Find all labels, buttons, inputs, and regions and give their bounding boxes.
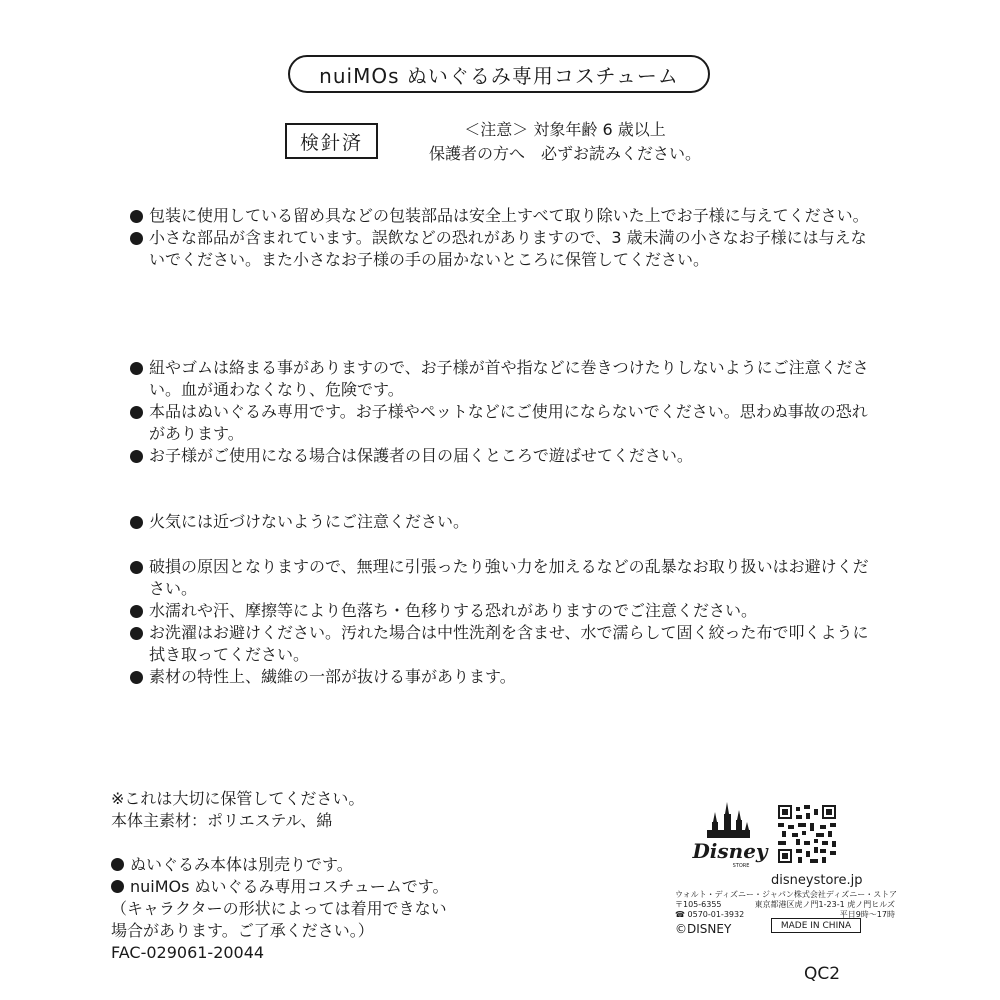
postal-code: 〒105-6355 xyxy=(675,900,722,909)
keep-note: ※これは大切に保管してください。 xyxy=(111,789,365,808)
company-info xyxy=(675,890,898,920)
warning-group-packaging xyxy=(128,205,873,271)
warning-group-care xyxy=(128,556,873,688)
shape-note-1: （キャラクターの形状によっては着用できない xyxy=(111,899,447,918)
store-url: disneystore.jp xyxy=(771,873,863,888)
warning-item: 本品はぬいぐるみ専用です。お子様やペットなどにご使用にならないでください。思わぬ事故の恐れがあります。 xyxy=(128,401,873,445)
warning-item: 破損の原因となりますので、無理に引張ったり強い力を加えるなどの乱暴なお取り扱いはお避けください。 xyxy=(128,556,873,600)
logo-sub: STORE xyxy=(732,863,750,869)
warning-group-strings xyxy=(128,357,873,467)
brand-block xyxy=(675,800,898,940)
sold-separately-text: ぬいぐるみ本体は別売りです。 xyxy=(130,855,353,874)
phone: ☎ 0570-01-3932 xyxy=(675,910,745,919)
warning-item: お子様がご使用になる場合は保護者の目の届くところで遊ばせてください。 xyxy=(128,445,873,467)
warning-item: 水濡れや汗、摩擦等により色落ち・色移りする恐れがありますのでご注意ください。 xyxy=(128,600,873,622)
warning-item: 素材の特性上、繊維の一部が抜ける事があります。 xyxy=(128,666,873,688)
warning-item: 小さな部品が含まれています。誤飲などの恐れがありますので、3 歳未満の小さなお子様には与えないでください。また小さなお子様の手の届かないところに保管してください。 xyxy=(128,227,873,271)
warning-group-fire xyxy=(128,511,873,533)
bullet-icon xyxy=(111,858,124,871)
qr-code-icon xyxy=(778,805,836,863)
logo-text: Disney xyxy=(692,839,768,863)
caution-age: ＜注意＞ 対象年齢 6 歳以上 xyxy=(464,120,666,139)
product-title: nuiMOs ぬいぐるみ専用コスチューム xyxy=(288,55,710,93)
qc-code: QC2 xyxy=(804,964,841,984)
address: 東京都港区虎ノ門1-23-1 虎ノ門ヒルズ xyxy=(754,900,895,909)
warning-item: 紐やゴムは絡まる事がありますので、お子様が首や指などに巻きつけたりしないようにご注意ください。血が通わなくなり、危険です。 xyxy=(128,357,873,401)
costume-note-text: nuiMOs ぬいぐるみ専用コスチュームです。 xyxy=(130,877,449,896)
warning-item: 火気には近づけないようにご注意ください。 xyxy=(128,511,873,533)
costume-note xyxy=(111,876,448,898)
business-hours: 平日9時～17時 xyxy=(839,910,895,919)
caution-guardian: 保護者の方へ 必ずお読みください。 xyxy=(428,144,701,163)
company-name: ウォルト・ディズニー・ジャパン株式会社 xyxy=(675,890,826,899)
warning-item: お洗濯はお避けください。汚れた場合は中性洗剤を含ませ、水で濡らして固く絞った布で叩くように拭き取ってください。 xyxy=(128,622,873,666)
sold-separately-note xyxy=(111,854,448,876)
product-code: FAC-029061-20044 xyxy=(111,943,265,962)
copyright: ©DISNEY xyxy=(675,922,732,936)
made-in-label: MADE IN CHINA xyxy=(771,918,861,933)
shape-note-2: 場合があります。ご了承ください。） xyxy=(111,921,374,940)
inspected-stamp: 検針済 xyxy=(285,123,378,159)
material-info: 本体主素材：ポリエステル、綿 xyxy=(111,811,333,830)
caution-block xyxy=(400,118,730,166)
store-name: ディズニー・ストア xyxy=(825,890,898,899)
product-info xyxy=(111,788,448,964)
disney-store-logo-icon xyxy=(685,800,775,870)
warning-item: 包装に使用している留め具などの包装部品は安全上すべて取り除いた上でお子様に与えてください。 xyxy=(128,205,873,227)
bullet-icon xyxy=(111,880,124,893)
